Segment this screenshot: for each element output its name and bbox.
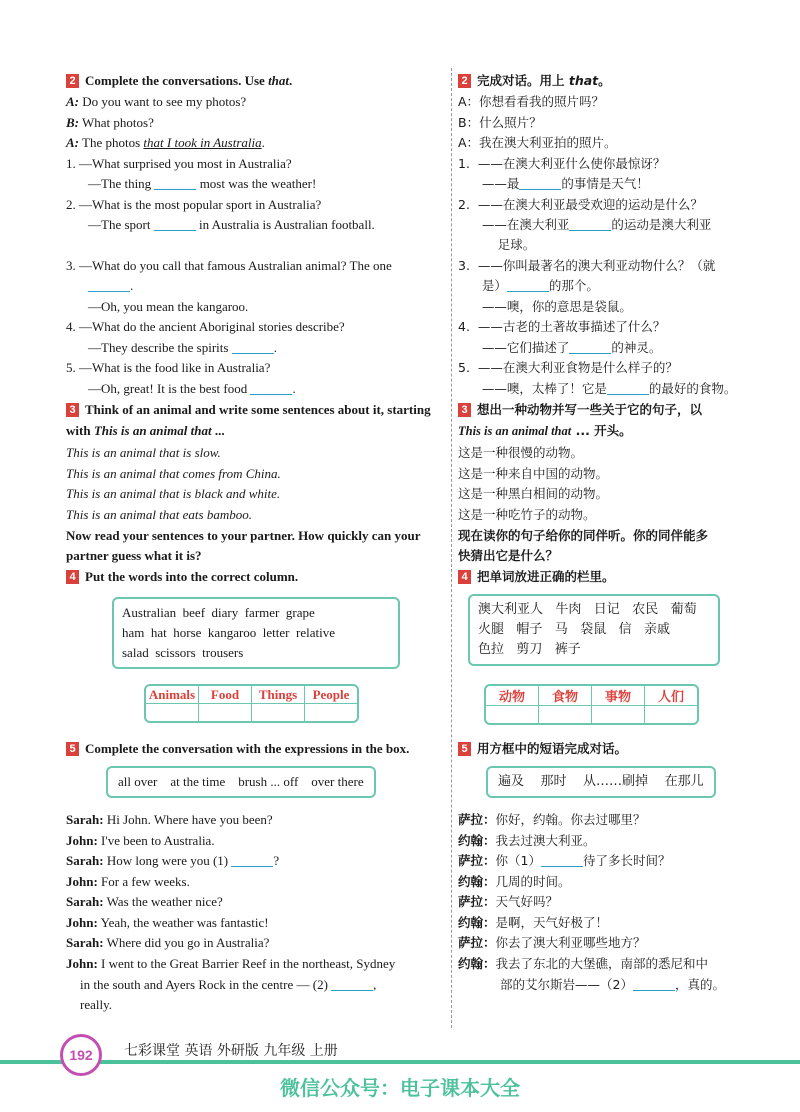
book-title: 七彩课堂 英语 外研版 九年级 上册 <box>124 1043 338 1059</box>
dialogue-line-cn: 萨拉：你好，约翰。你去过哪里？ <box>458 812 646 827</box>
s2-title-cn: 2 完成对话。用上 that。 <box>458 72 611 90</box>
s3-sentence: This is an animal that comes from China. <box>66 466 281 481</box>
s5-expression-box: all over at the time brush ... off over there <box>106 766 376 798</box>
column-header-people: People <box>305 686 358 704</box>
s2-line-cn: ——最 的事情是天气！ <box>458 176 649 191</box>
dialogue-line: John: For a few weeks. <box>66 874 190 889</box>
s2-line-cn: 4. ——古老的土著故事描述了什么？ <box>458 319 666 334</box>
column-header-people-cn: 人们 <box>645 686 698 706</box>
s2-item-3-answer: . <box>88 277 133 295</box>
s2-line-cn: 3. ——你叫最著名的澳大利亚动物什么？（就 <box>458 258 716 273</box>
s2-item-2-question: 2. —What is the most popular sport in Australia? <box>66 197 322 212</box>
s2-example-cn: A：我在澳大利亚拍的照片。 <box>458 135 617 150</box>
s2-example-a2: A: The photos that I took in Australia. <box>66 135 265 150</box>
s2-line-cn: 是） 的那个。 <box>458 278 599 293</box>
s2-example-cn: A：你想看看我的照片吗？ <box>458 94 605 109</box>
s3-follow-cn-2: 快猜出它是什么？ <box>458 548 559 563</box>
column-header-food-cn: 食物 <box>539 686 592 706</box>
dialogue-line-cont: really. <box>80 997 112 1012</box>
s4-category-table <box>144 684 359 723</box>
answer-blank[interactable] <box>231 854 273 867</box>
column-header-things-cn: 事物 <box>592 686 645 706</box>
answer-blank[interactable] <box>633 978 675 991</box>
dialogue-line: Sarah: Hi John. Where have you been? <box>66 812 273 827</box>
dialogue-line-cont: in the south and Ayers Rock in the centre — (2) , <box>80 977 377 992</box>
dialogue-line: John: I went to the Great Barrier Reef in the northeast, Sydney <box>66 956 396 971</box>
s2-item-4-answer: —They describe the spirits . <box>88 340 277 355</box>
s2-line-cn: 5. ——在澳大利亚食物是什么样子的？ <box>458 360 678 375</box>
s3-follow-line1: Now read your sentences to your partner. How quickly can your <box>66 528 421 543</box>
s4-category-table-cn <box>484 684 699 725</box>
s2-item-5-answer: —Oh, great! It is the best food . <box>88 381 296 396</box>
s2-line-cn: 2. ——在澳大利亚最受欢迎的运动是什么？ <box>458 197 703 212</box>
s4-word-box: Australian beef diary farmer grape ham hat horse kangaroo letter relative salad scissors trousers <box>112 597 400 669</box>
s2-number: 2 <box>66 74 79 88</box>
answer-blank[interactable] <box>232 341 274 354</box>
dialogue-line: Sarah: Was the weather nice? <box>66 894 223 909</box>
s2-line-cn: ——噢，你的意思是袋鼠。 <box>458 299 632 314</box>
dialogue-line: John: Yeah, the weather was fantastic! <box>66 915 269 930</box>
column-header-animals: Animals <box>146 686 199 704</box>
s3-title-cn-2: This is an animal that ... 开头。 <box>458 423 632 438</box>
s3-sentence: This is an animal that is black and white. <box>66 486 281 501</box>
s2-item-1-answer: —The thing most was the weather! <box>88 176 317 191</box>
s5-title-cn: 5 用方框中的短语完成对话。 <box>458 740 627 758</box>
answer-blank[interactable] <box>541 854 583 867</box>
s3-sentence-cn: 这是一种很慢的动物。 <box>458 445 584 460</box>
answer-cell[interactable] <box>592 706 645 724</box>
s3-follow-cn: 现在读你的句子给你的同伴听。你的同伴能多 <box>458 528 709 543</box>
footer-bar <box>0 1060 800 1064</box>
answer-blank[interactable] <box>250 382 292 395</box>
s2-item-3-reply: —Oh, you mean the kangaroo. <box>88 299 249 314</box>
dialogue-line-cn: 萨拉：你（1） 待了多长时间？ <box>458 853 671 868</box>
s3-sentence-cn: 这是一种吃竹子的动物。 <box>458 507 596 522</box>
dialogue-line-cn: 萨拉：天气好吗？ <box>458 894 559 909</box>
s2-line-cn: 1. ——在澳大利亚什么使你最惊讶？ <box>458 156 666 171</box>
s2-example-b: B: What photos? <box>66 115 154 130</box>
s2-item-5-question: 5. —What is the food like in Australia? <box>66 360 271 375</box>
answer-blank[interactable] <box>569 341 611 354</box>
s3-sentence-cn: 这是一种来自中国的动物。 <box>458 466 609 481</box>
dialogue-line: John: I've been to Australia. <box>66 833 215 848</box>
answer-blank[interactable] <box>507 279 549 292</box>
s4-title-cn: 4 把单词放进正确的栏里。 <box>458 568 615 586</box>
s5-expression-box-cn: 遍及 那时 从……刷掉 在那儿 <box>486 766 716 798</box>
dialogue-line-cn: 约翰：我去过澳大利亚。 <box>458 833 596 848</box>
s3-title-line2: with This is an animal that ... <box>66 423 225 438</box>
answer-blank[interactable] <box>154 177 196 190</box>
answer-blank[interactable] <box>331 978 373 991</box>
answer-cell[interactable] <box>486 706 539 724</box>
s2-example-cn: B：什么照片？ <box>458 115 542 130</box>
dialogue-line-cn: 萨拉：你去了澳大利亚哪些地方？ <box>458 935 646 950</box>
s2-line-cn: ——噢，太棒了！它是 的最好的食物。 <box>458 381 737 396</box>
answer-cell[interactable] <box>199 704 252 722</box>
column-header-things: Things <box>252 686 305 704</box>
s3-follow-line2: partner guess what it is? <box>66 548 202 563</box>
dialogue-line: Sarah: Where did you go in Australia? <box>66 935 270 950</box>
dialogue-line-cn: 约翰：几周的时间。 <box>458 874 571 889</box>
answer-blank[interactable] <box>88 279 130 292</box>
s4-word-box-cn: 澳大利亚人 牛肉 日记 农民 葡萄 火腿 帽子 马 袋鼠 信 亲戚 色拉 剪刀 裤子 <box>468 594 720 666</box>
answer-cell[interactable] <box>252 704 305 722</box>
column-header-food: Food <box>199 686 252 704</box>
s3-sentence-cn: 这是一种黑白相间的动物。 <box>458 486 609 501</box>
column-header-animals-cn: 动物 <box>486 686 539 706</box>
s2-line-cn: ——在澳大利亚 的运动是澳大利亚 <box>458 217 712 232</box>
s5-title: 5 Complete the conversation with the expressions in the box. <box>66 740 409 758</box>
s2-item-3-question: 3. —What do you call that famous Australian animal? The one <box>66 258 392 273</box>
s3-sentence: This is an animal that is slow. <box>66 445 221 460</box>
s3-title-cn: 3 想出一种动物并写一些关于它的句子，以 <box>458 401 702 419</box>
answer-cell[interactable] <box>305 704 358 722</box>
s3-title-line1: 3 Think of an animal and write some sentences about it, starting <box>66 401 431 419</box>
answer-cell[interactable] <box>539 706 592 724</box>
dialogue-line: Sarah: How long were you (1) ? <box>66 853 280 868</box>
s4-title: 4 Put the words into the correct column. <box>66 568 298 586</box>
s2-item-4-question: 4. —What do the ancient Aboriginal stories describe? <box>66 319 345 334</box>
dialogue-line-cn: 约翰：我去了东北的大堡礁，南部的悉尼和中 <box>458 956 709 971</box>
answer-blank[interactable] <box>607 382 649 395</box>
s2-line-cn: ——它们描述了 的神灵。 <box>458 340 662 355</box>
column-divider <box>451 68 452 1028</box>
dialogue-line-cn: 约翰：是啊，天气好极了！ <box>458 915 609 930</box>
answer-cell[interactable] <box>146 704 199 722</box>
answer-blank[interactable] <box>519 177 561 190</box>
s2-example-a1: A: Do you want to see my photos? <box>66 94 247 109</box>
watermark: 微信公众号：电子课本大全 <box>280 1076 520 1100</box>
answer-cell[interactable] <box>645 706 698 724</box>
page-number: 192 <box>60 1034 102 1076</box>
answer-blank[interactable] <box>569 218 611 231</box>
s2-item-2-answer: —The sport in Australia is Australian football. <box>88 217 375 232</box>
dialogue-line-cont-cn: 部的艾尔斯岩——（2） ，真的。 <box>500 977 725 992</box>
s3-sentence: This is an animal that eats bamboo. <box>66 507 252 522</box>
s2-title: 2 Complete the conversations. Use that. <box>66 72 292 90</box>
s2-line-cn: 足球。 <box>458 237 536 252</box>
answer-blank[interactable] <box>154 218 196 231</box>
s2-item-1-question: 1. —What surprised you most in Australia? <box>66 156 292 171</box>
